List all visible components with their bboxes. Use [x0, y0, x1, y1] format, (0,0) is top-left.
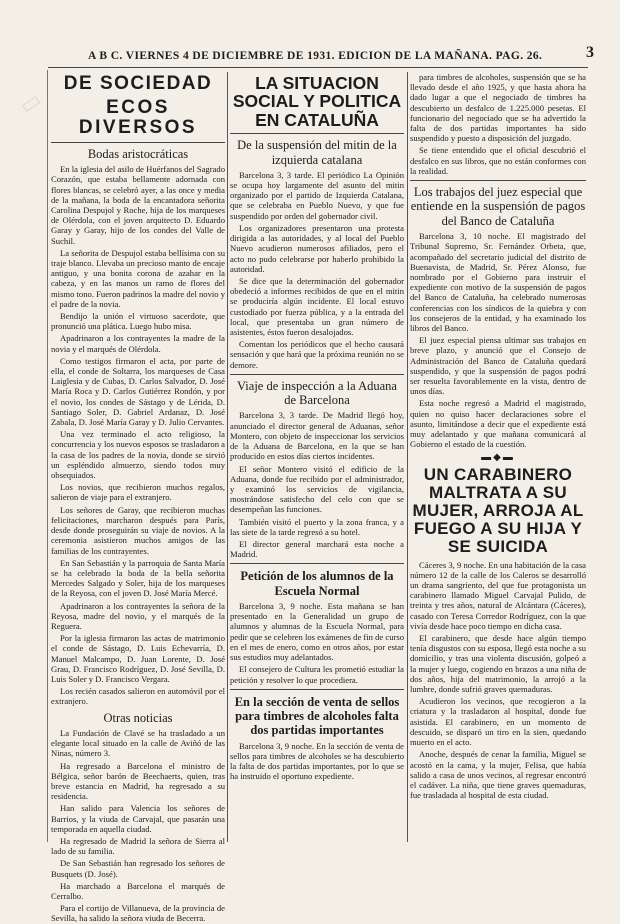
paragraph: Han salido para Valencia los señores de Barrios, y la viuda de Carvajal, que pasarán una temporada en aquella ciudad. — [51, 803, 225, 834]
paragraph: Cáceres 3, 9 noche. En una habitación de la casa número 12 de la calle de los Caleros se desarrolló un drama sangriento, del que fue protagonista un carabinero llamado Miguel Carvajal Pulido, de treinta y tres años, natural de Alcántara (Cáceres), casado con Teresa Corredor Rodríguez, con la que vivía desde hace poco tiempo en dicha casa. — [410, 559, 586, 631]
divider — [230, 563, 404, 564]
left-edge-rule — [47, 70, 48, 842]
paragraph: Ha regresado a Barcelona el ministro de Bélgica, señor barón de Beechaerts, quien, tras breve estancia en Madrid, ha regresado a su residencia. — [51, 760, 225, 802]
divider — [410, 180, 586, 181]
paragraph: La Fundación de Clavé se ha trasladado a un elegante local situado en la calle de Aviñó de las Ninas, número 3. — [51, 727, 225, 759]
paragraph: Ha regresado de Madrid la señora de Sierra al lado de su familia. — [51, 835, 225, 857]
paragraph: La señorita de Despujol estaba bellísima con su traje blanco. Llevaba un precioso manto de encaje antiguo, y una bonita corona de azahar en la cabeza, y en las manos un ramo de flores del mismo tono. Fueron padrinos la madre del novio y el padre de la novia. — [51, 247, 225, 309]
paragraph: Apadrinaron a los contrayentes la madre de la novia y el marqués de Olérdola. — [51, 333, 225, 354]
section-title: DE SOCIEDAD — [63, 73, 213, 94]
divider — [230, 689, 404, 690]
paragraph: El juez especial piensa ultimar sus trabajos en breve plazo, y anunció que el Consejo de Administración del Banco de Cataluña quedará suspendido, y que la suspensión de pagos podrá ser resuelta favorablemente en la vista, dentro de unos días. — [410, 335, 586, 397]
divider — [230, 374, 404, 375]
running-header: A B C. VIERNES 4 DE DICIEMBRE DE 1931. EDICION DE LA MAÑANA. PAG. 26. — [88, 50, 543, 62]
column-catalonia — [230, 72, 404, 842]
paragraph: Acudieron los vecinos, que recogieron a la criatura y la trasladaron al hospital, donde fue asistida. El carabinero, en un momento de descuido, se disparó un tiro en la sien, quedando muerto en el acto. — [410, 696, 586, 748]
article-title-peticion: Petición de los alumnos de la Escuela Normal — [240, 569, 394, 598]
paragraph: para timbres de alcoholes, suspensión que se ha llevado desde el año 1925, y que hasta ahora ha dado lugar a que el negociado de timbres ha descubierto un desfalco de 1.225.000 pesetas. El funcionario del negociado que se ha advertido la falta de dos partidas importantes ha sido suspendido y puesto a disposición del juzgado. — [410, 72, 586, 144]
paragraph: Barcelona 3, 3 tarde. El periódico La Opinión se ocupa hoy largamente del asunto del mitin organizado por el partido de Izquierda Catalana, que se celebraba en Pueblo Nuevo, y que fue suspendido por orden del gobernador civil. — [230, 169, 404, 221]
paragraph: Barcelona 3, 10 noche. El magistrado del Tribunal Supremo, Sr. Fernández Orbeta, que, acompañado del secretario judicial del distrito de Buenavista, de Madrid, Sr. Pérez Alonso, fue nombrado por el Gobierno para instruir el expediente con motivo de la suspensión de pagos del Banco de Cataluña, ha celebrado numerosas conferencias con los síndicos de la quiebra y con los consejeros de la entidad, y ha examinado los libros del Banco. — [410, 231, 586, 333]
paragraph: Como testigos firmaron el acta, por parte de ella, el conde de Soltarra, los marqueses de Casa Laiglesia y de Cubas, D. Carlos Salvador, D. José María Roca y D. Carlos Gutiérrez Rondón, y por el novio, los condes de Sástago y de Lérida, D. Santiago Soler, D. Gabriel Ardanaz, D. José Zabala, D. José María Garay y D. Julio Cervantes. — [51, 355, 225, 428]
paragraph: Se dice que la determinación del gobernador obedeció a informes recibidos de que en el mitin se produciría algún incidente. El local estuvo custodiado por fuerza pública, y a la entrada del local, que presentaba un gran número de asistentes, éstos fueron desalojados. — [230, 275, 404, 337]
article-title-sellos: En la sección de venta de sellos para timbres de alcoholes falta dos partidas importantes — [234, 694, 400, 738]
paragraph: Anoche, después de cenar la familia, Miguel se acostó en la cama, y la mujer, Felisa, que había salido a casa de unos vecinos, al regresar encontró el cadáver. La niña, que tiene graves quemaduras, fue trasladada al hospital de esta ciudad. — [410, 749, 586, 801]
paragraph: Barcelona 3, 9 noche. En la sección de venta de sellos para timbres de alcoholes se ha descubierto la falta de dos partidas importantes, por lo que se ha instruido el oportuno expediente. — [230, 740, 404, 782]
column-rule-2 — [407, 72, 408, 842]
paragraph: Para el cortijo de Villanueva, de la provincia de Sevilla, ha salido la señora viuda de Becerra. — [51, 903, 225, 924]
article-body-juez — [410, 231, 586, 449]
page-number: 3 — [586, 44, 594, 61]
paragraph: Comentan los periódicos que el hecho causará sensación y que hará que la próxima reunión no se demore. — [230, 339, 404, 370]
paragraph: En San Sebastián y la parroquia de Santa María se ha celebrado la boda de la bella señorita Mercedes Salgado y Soler, hija de los marqueses de la Reyosa, con el joven D. José María Mercé. — [51, 557, 225, 599]
article-body-carabinero — [410, 560, 586, 801]
paragraph: Por la iglesia firmaron las actas de matrimonio el conde de Sástago, D. Luis Echevarría, D. Manuel Malcampo, D. Juan Lorente, D. José Grau, D. Francisco Rodríguez, D. José Sevilla, D. Luis Soler y D. Francisco Vergara. — [51, 633, 225, 684]
article-body-mitin — [230, 170, 404, 370]
article-title-juez: Los trabajos del juez especial que entiende en la suspensión de pagos del Banco de Cataluña — [410, 185, 586, 228]
paragraph: Los organizadores presentaron una protesta dirigida a las autoridades, y al local del Pueblo Nuevo acudieron numerosos afiliados, pero el acto no pudo celebrarse por haberlo prohibido la autoridad. — [230, 222, 404, 274]
article-body-aduana — [230, 410, 404, 559]
article-body-sellos — [230, 741, 404, 782]
paragraph: Barcelona 3, 3 tarde. De Madrid llegó hoy, anunciado el director general de Aduanas, señor Montero, con objeto de inspeccionar los servicios de la Aduana de Barcelona, en la que se han producido en estos días ciertos incidentes. — [230, 410, 404, 462]
paragraph: El director general marchará esta noche a Madrid. — [230, 538, 404, 560]
paragraph: El señor Montero visitó el edificio de la Aduana, donde fue recibido por el administrador, y examinó los servicios de vigilancia, mostrándose satisfecho del celo con que se desempeñan las funciones. — [230, 463, 404, 515]
article-body-otras — [51, 728, 225, 924]
paragraph: Bendijo la unión el virtuoso sacerdote, que pronunció una plática. Luego hubo misa. — [51, 311, 225, 332]
column-society — [51, 72, 225, 924]
paragraph: Una vez terminado el acto religioso, la concurrencia y los nuevos esposos se trasladaron a la casa de los padres de la novia, donde se sirvió un espléndido almuerzo, siendo todos muy obsequiados. — [51, 429, 225, 481]
paragraph: El consejero de Cultura les prometió estudiar la petición y resolver lo que procediera. — [230, 664, 404, 685]
headline-carabinero: UN CARABINERO MALTRATA A SU MUJER, ARROJA AL FUEGO A SU HIJA Y SE SUICIDA — [412, 465, 584, 556]
paragraph: El carabinero, que desde hace algún tiempo tenía disgustos con su esposa, llegó esta noche a su domicilio, y tras una violenta discusión, golpeó a la mujer y luego, cogiendo en brazos a una niña de dos años, hija del matrimonio, la arrojó a la lumbre, donde sufrió graves quemaduras. — [410, 633, 586, 695]
divider — [230, 133, 404, 134]
column-rule-1 — [227, 72, 228, 842]
paragraph: Esta noche regresó a Madrid el magistrado, quien no quiso hacer declaraciones sobre el asunto, limitándose a decir que el expediente está muy adelantado y que mañana comunicará al Gobierno el estado de la cuestión. — [410, 398, 586, 450]
article-title-mitin: De la suspensión del mitin de la izquierda catalana — [237, 138, 397, 167]
paragraph: En la iglesia del asilo de Huérfanos del Sagrado Corazón, que estaba bellamente adornada con flores blancas, se celebró ayer, a las once y media de la mañana, la boda de la encantadora señorita Carolina Despujol y Roche, hija de los marqueses de Olérdola, con el joven arquitecto D. Eduardo Garay y Garay, hijo de los condes del Valle de Suchil. — [51, 164, 225, 246]
paragraph: Barcelona 3, 9 noche. Esta mañana se han presentado en la Generalidad un grupo de alumnos y alumnas de la Escuela Normal, para pedir que se celebren los exámenes de fin de curso en el mes de enero, como en otros años, por estar sus estudios muy adelantados. — [230, 601, 404, 663]
article-title-aduana: Viaje de inspección a la Aduana de Barcelona — [237, 378, 397, 408]
paragraph: Apadrinaron a los contrayentes la señora de la Reyosa, madre del novio, y el marqués de la Reguera. — [51, 600, 225, 631]
article-title-otras: Otras noticias — [103, 710, 173, 725]
paragraph: También visitó el puerto y la zona franca, y a las siete de la tarde regresó a su hotel. — [230, 516, 404, 537]
section-subtitle: ECOS DIVERSOS — [78, 96, 198, 138]
paragraph: Los recién casados salieron en automóvil por el extranjero. — [51, 686, 225, 707]
column-news — [410, 72, 586, 842]
divider — [51, 142, 225, 143]
paragraph: Los señores de Garay, que recibieron muchas felicitaciones, marcharon después para París, desde donde proseguirán su viaje de novios. A la ceremonia asistieron muchos amigos de las familias de los contrayentes. — [51, 504, 225, 556]
watermark: ▭ — [14, 86, 46, 119]
article-body-timbres — [410, 72, 586, 176]
paragraph: Los novios, que recibieron muchos regalos, salieron de viaje para el extranjero. — [51, 482, 225, 503]
ornament-divider: ▬◆▬ — [481, 452, 515, 464]
article-title-bodas: Bodas aristocráticas — [87, 146, 189, 161]
paragraph: Ha marchado a Barcelona el marqués de Cerralbo. — [51, 880, 225, 901]
header-rule — [48, 67, 588, 68]
article-body-bodas — [51, 164, 225, 706]
article-body-peticion — [230, 601, 404, 685]
paragraph: De San Sebastián han regresado los señores de Busquets (D. José). — [51, 858, 225, 879]
paragraph: Se tiene entendido que el oficial descubrió el desfalco en sus libros, que no están conformes con la realidad. — [410, 145, 586, 176]
section-title-catalonia: LA SITUACION SOCIAL Y POLITICA EN CATALUÑA — [232, 73, 402, 130]
